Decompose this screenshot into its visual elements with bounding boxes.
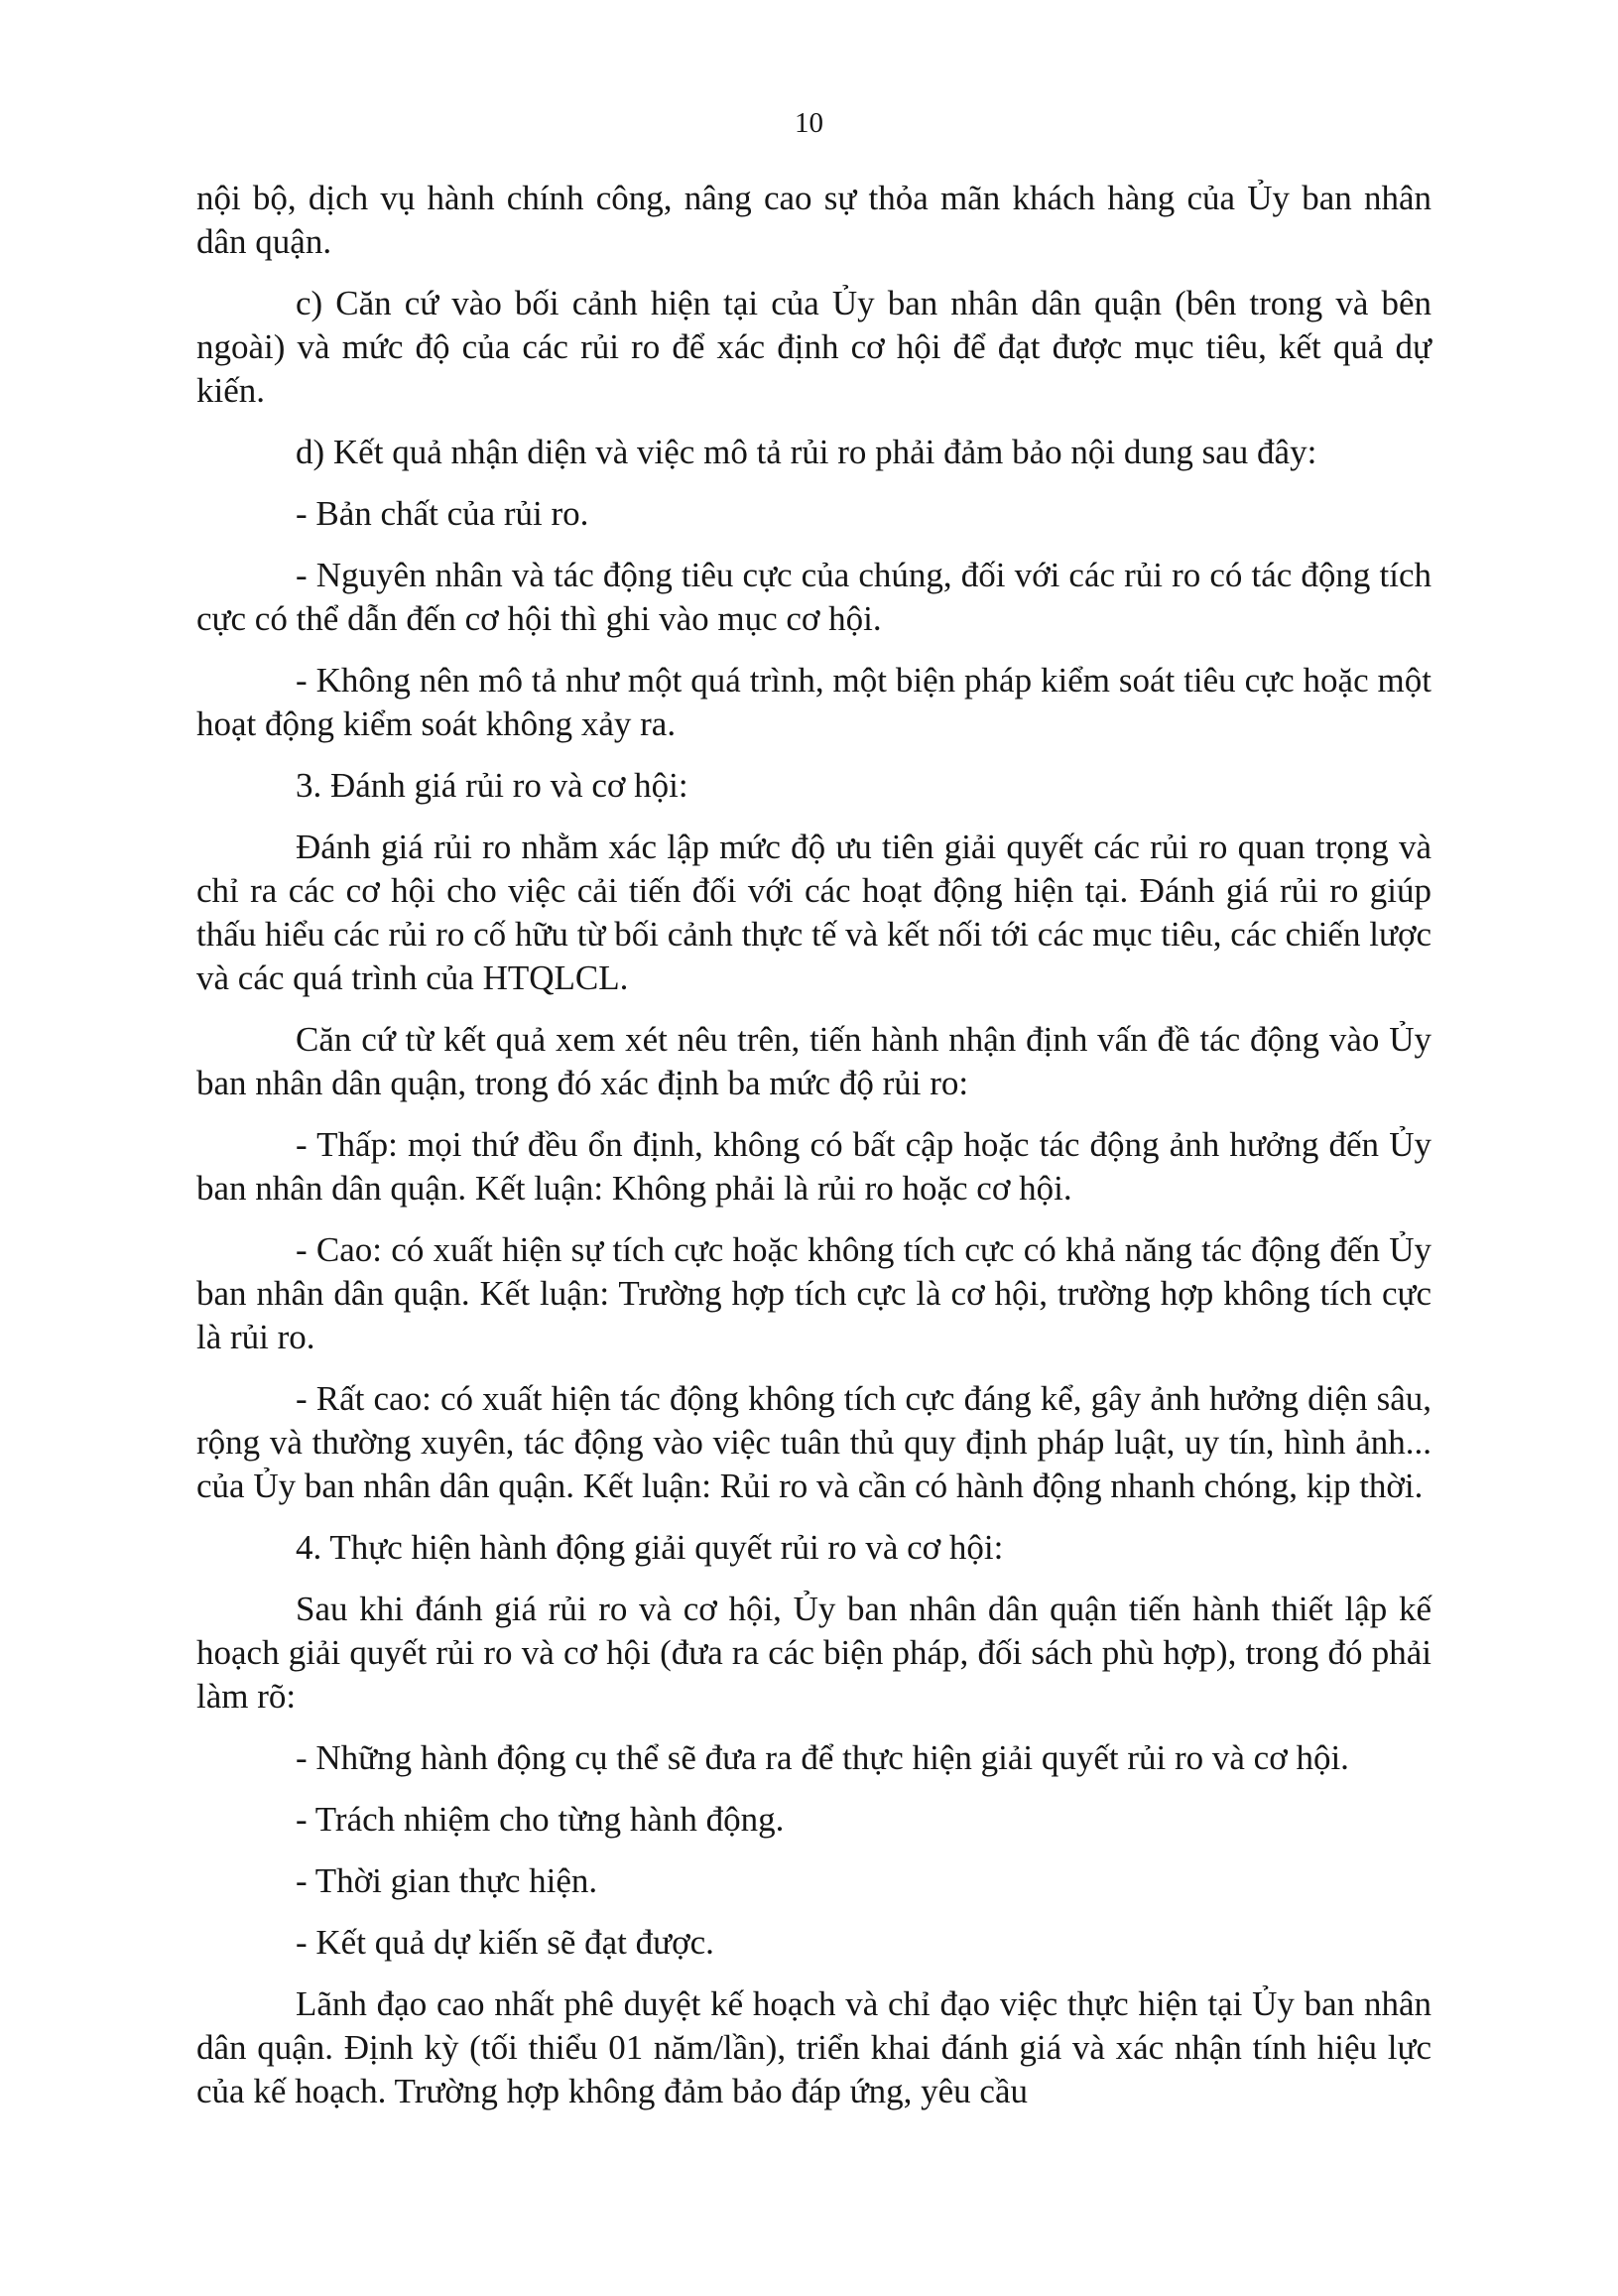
paragraph-6: - Không nên mô tả như một quá trình, một biện pháp kiểm soát tiêu cực hoặc một hoạt động kiểm soát không xảy ra. [196,661,1431,743]
paragraph-16: - Kết quả dự kiến sẽ đạt được. [296,1923,714,1962]
paragraph-2: c) Căn cứ vào bối cảnh hiện tại của Ủy ban nhân dân quận (bên trong và bên ngoài) và mức độ của các rủi ro để xác định cơ hội để đạt được mục tiêu, kết quả dự kiến. [196,284,1431,410]
section-heading-3: 3. Đánh giá rủi ro và cơ hội: [296,766,688,805]
paragraph-4: - Bản chất của rủi ro. [296,494,589,533]
document-body [196,177,1431,2131]
paragraph-15: - Thời gian thực hiện. [296,1861,598,1900]
paragraph-3: d) Kết quả nhận diện và việc mô tả rủi ro phải đảm bảo nội dung sau đây: [296,433,1317,471]
paragraph-8: Căn cứ từ kết quả xem xét nêu trên, tiến hành nhận định vấn đề tác động vào Ủy ban nhân dân quận, trong đó xác định ba mức độ rủi ro: [196,1020,1431,1102]
paragraph-12: Sau khi đánh giá rủi ro và cơ hội, Ủy ban nhân dân quận tiến hành thiết lập kế hoạch giải quyết rủi ro và cơ hội (đưa ra các biện pháp, đối sách phù hợp), trong đó phải làm rõ: [196,1590,1431,1716]
paragraph-9: - Thấp: mọi thứ đều ổn định, không có bất cập hoặc tác động ảnh hưởng đến Ủy ban nhân dân quận. Kết luận: Không phải là rủi ro hoặc cơ hội. [196,1125,1431,1208]
section-heading-4: 4. Thực hiện hành động giải quyết rủi ro và cơ hội: [296,1528,1004,1567]
paragraph-14: - Trách nhiệm cho từng hành động. [296,1800,785,1839]
paragraph-13: - Những hành động cụ thể sẽ đưa ra để thực hiện giải quyết rủi ro và cơ hội. [296,1738,1349,1777]
paragraph-1: nội bộ, dịch vụ hành chính công, nâng cao sự thỏa mãn khách hàng của Ủy ban nhân dân quận. [196,179,1431,261]
paragraph-5: - Nguyên nhân và tác động tiêu cực của chúng, đối với các rủi ro có tác động tích cực có thể dẫn đến cơ hội thì ghi vào mục cơ hội. [196,556,1431,638]
paragraph-7: Đánh giá rủi ro nhằm xác lập mức độ ưu tiên giải quyết các rủi ro quan trọng và chỉ ra các cơ hội cho việc cải tiến đối với các hoạt động hiện tại. Đánh giá rủi ro giúp thấu hiểu các rủi ro cố hữu từ bối cảnh thực tế và kết nối tới các mục tiêu, các chiến lược và các quá trình của HTQLCL. [196,828,1431,997]
page-number: 10 [795,107,823,139]
paragraph-10: - Cao: có xuất hiện sự tích cực hoặc không tích cực có khả năng tác động đến Ủy ban nhân dân quận. Kết luận: Trường hợp tích cực là cơ hội, trường hợp không tích cực là rủi ro. [196,1230,1431,1356]
paragraph-17: Lãnh đạo cao nhất phê duyệt kế hoạch và chỉ đạo việc thực hiện tại Ủy ban nhân dân quận. Định kỳ (tối thiểu 01 năm/lần), triển khai đánh giá và xác nhận tính hiệu lực của kế hoạch. Trường hợp không đảm bảo đáp ứng, yêu cầu [196,1984,1431,2110]
paragraph-11: - Rất cao: có xuất hiện tác động không tích cực đáng kể, gây ảnh hưởng diện sâu, rộng và thường xuyên, tác động vào việc tuân thủ quy định pháp luật, uy tín, hình ảnh... của Ủy ban nhân dân quận. Kết luận: Rủi ro và cần có hành động nhanh chóng, kịp thời. [196,1379,1431,1505]
